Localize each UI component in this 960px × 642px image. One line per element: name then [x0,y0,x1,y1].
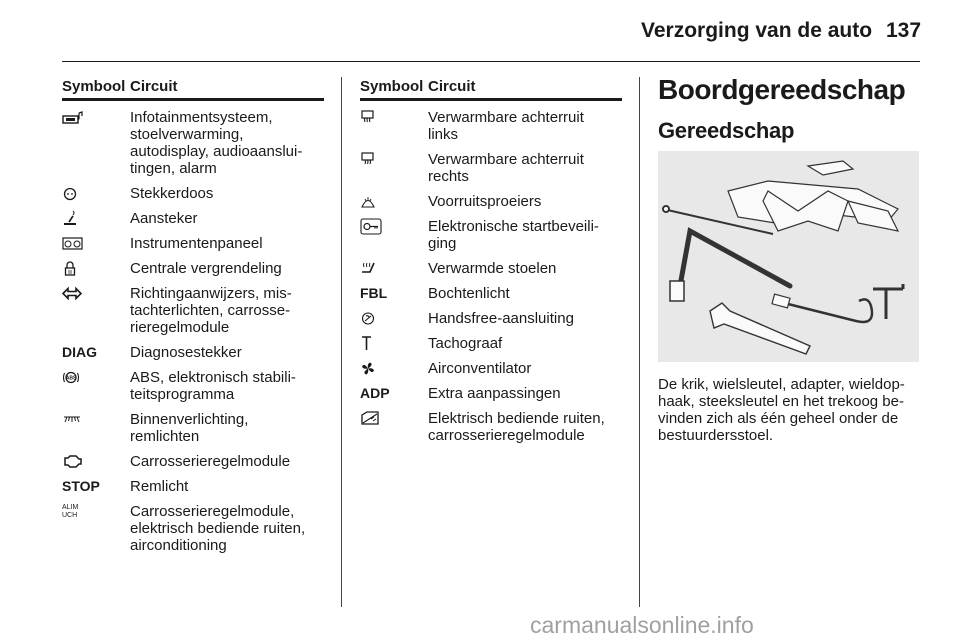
table-row [360,285,622,302]
table-row [62,235,324,252]
table-row [62,503,324,554]
symbol-cell [62,285,130,336]
column-header-circuit: Circuit [428,78,476,95]
symbol-cell [360,218,428,252]
heated-rear-window-right-icon [360,151,382,168]
table-row [360,335,622,352]
open-end-spanner-illustration [710,303,810,354]
instrument-panel-icon [62,235,84,252]
circuit-label: Centrale vergrendeling [130,260,282,277]
table-row [360,360,622,377]
table-row [62,210,324,227]
symbol-cell [360,109,428,143]
section-heading: Boordgereedschap [658,74,906,105]
circuit-label: Carrosserieregelmodule, elektrisch bediende ruiten, airconditioning [130,503,306,554]
immobiliser-icon [360,218,382,235]
column-header-symbol: Symbool [62,78,126,95]
symbol-cell [62,411,130,445]
table-row [360,218,622,252]
wheel-wrench-illustration [670,231,790,301]
table-row [360,385,622,402]
table-row [360,310,622,327]
circuit-label: Infotainmentsysteem, stoelverwarming, autodisplay, audioaanslui- tingen, alarm [130,109,303,177]
table-row [360,109,622,143]
table-header [62,78,324,101]
symbol-label: STOP [62,478,100,494]
heated-rear-window-left-icon [360,109,382,126]
infotainment-icon [62,109,84,126]
column-divider-right [639,77,640,607]
circuit-label: Binnenverlichting, remlichten [130,411,249,445]
symbol-cell [62,109,130,177]
table-row [62,453,324,470]
wheel-cap-hook-illustration [772,294,872,322]
heated-seats-icon [360,260,382,277]
tachograph-icon [360,335,382,352]
column-divider-left [341,77,342,607]
symbol-cell [360,335,428,352]
table-row [62,478,324,495]
circuit-label: Elektrisch bediende ruiten, carrosserieregelmodule [428,410,605,444]
table-row [360,260,622,277]
power-window-icon [360,410,382,427]
body-control-icon [62,453,84,470]
circuit-label: Airconventilator [428,360,532,377]
symbol-cell [360,360,428,377]
circuit-label: ABS, elektronisch stabili- teitsprogramma [130,369,296,403]
table-row [360,151,622,185]
symbol-label: ALIM UCH [62,504,79,519]
circuit-label: Handsfree-aansluiting [428,310,574,327]
windscreen-washer-icon [360,193,382,210]
table-row [62,285,324,336]
circuit-label: Verwarmbare achterruit links [428,109,584,143]
circuit-label: Richtingaanwijzers, mis- tachterlichten, carrosse- rieregelmodule [130,285,292,336]
power-outlet-icon [62,185,84,202]
tools-illustration [658,151,919,362]
table-row [62,185,324,202]
symbol-cell [360,260,428,277]
symbol-cell [360,193,428,210]
svg-text:ABS: ABS [65,375,77,382]
handsfree-icon [360,310,382,327]
symbol-cell [360,410,428,444]
circuit-label: Instrumentenpaneel [130,235,263,252]
interior-light-icon [62,411,84,428]
central-locking-icon [62,260,84,277]
circuit-label: Voorruitsproeiers [428,193,542,210]
circuit-label: Remlicht [130,478,189,495]
header-rule [62,61,920,62]
symbol-label: FBL [360,285,388,301]
table-row [360,410,622,444]
symbol-cell [62,210,130,227]
table-row [62,369,324,403]
jack-illustration [728,161,898,231]
watermark: carmanualsonline.info [530,612,754,638]
towing-eye-illustration [873,284,903,319]
cigarette-lighter-icon [62,210,84,227]
fuse-table-left [62,78,324,554]
fan-icon [360,360,382,377]
circuit-label: Aansteker [130,210,198,227]
table-row [62,344,324,361]
circuit-label: Elektronische startbeveili- ging [428,218,599,252]
circuit-label: Extra aanpassingen [428,385,561,402]
table-header [360,78,622,101]
subsection-heading: Gereedschap [658,118,795,143]
symbol-cell [62,260,130,277]
page-number: 137 [886,19,922,42]
table-row [62,109,324,177]
body-text: De krik, wielsleutel, adapter, wieldop- haak, steeksleutel en het trekoog be- vinden zich als één geheel onder de bestuurdersstoel. [658,376,905,444]
symbol-cell [360,310,428,327]
symbol-cell [62,453,130,470]
symbol-cell [62,235,130,252]
table-row [62,260,324,277]
fuse-table-right [360,78,622,444]
circuit-label: Tachograaf [428,335,503,352]
circuit-label: Carrosserieregelmodule [130,453,291,470]
table-row [360,193,622,210]
header-title: Verzorging van de auto [641,19,873,42]
circuit-label: Verwarmbare achterruit rechts [428,151,584,185]
table-row [62,411,324,445]
circuit-label: Stekkerdoos [130,185,214,202]
symbol-cell [62,369,130,403]
abs-icon [62,369,84,386]
symbol-label: DIAG [62,344,97,360]
column-header-circuit: Circuit [130,78,178,95]
circuit-label: Bochtenlicht [428,285,510,302]
symbol-cell [360,151,428,185]
turn-signal-icon [62,285,84,302]
column-header-symbol: Symbool [360,78,424,95]
circuit-label: Diagnosestekker [130,344,242,361]
symbol-label: ADP [360,385,390,401]
circuit-label: Verwarmde stoelen [428,260,557,277]
symbol-cell [62,185,130,202]
